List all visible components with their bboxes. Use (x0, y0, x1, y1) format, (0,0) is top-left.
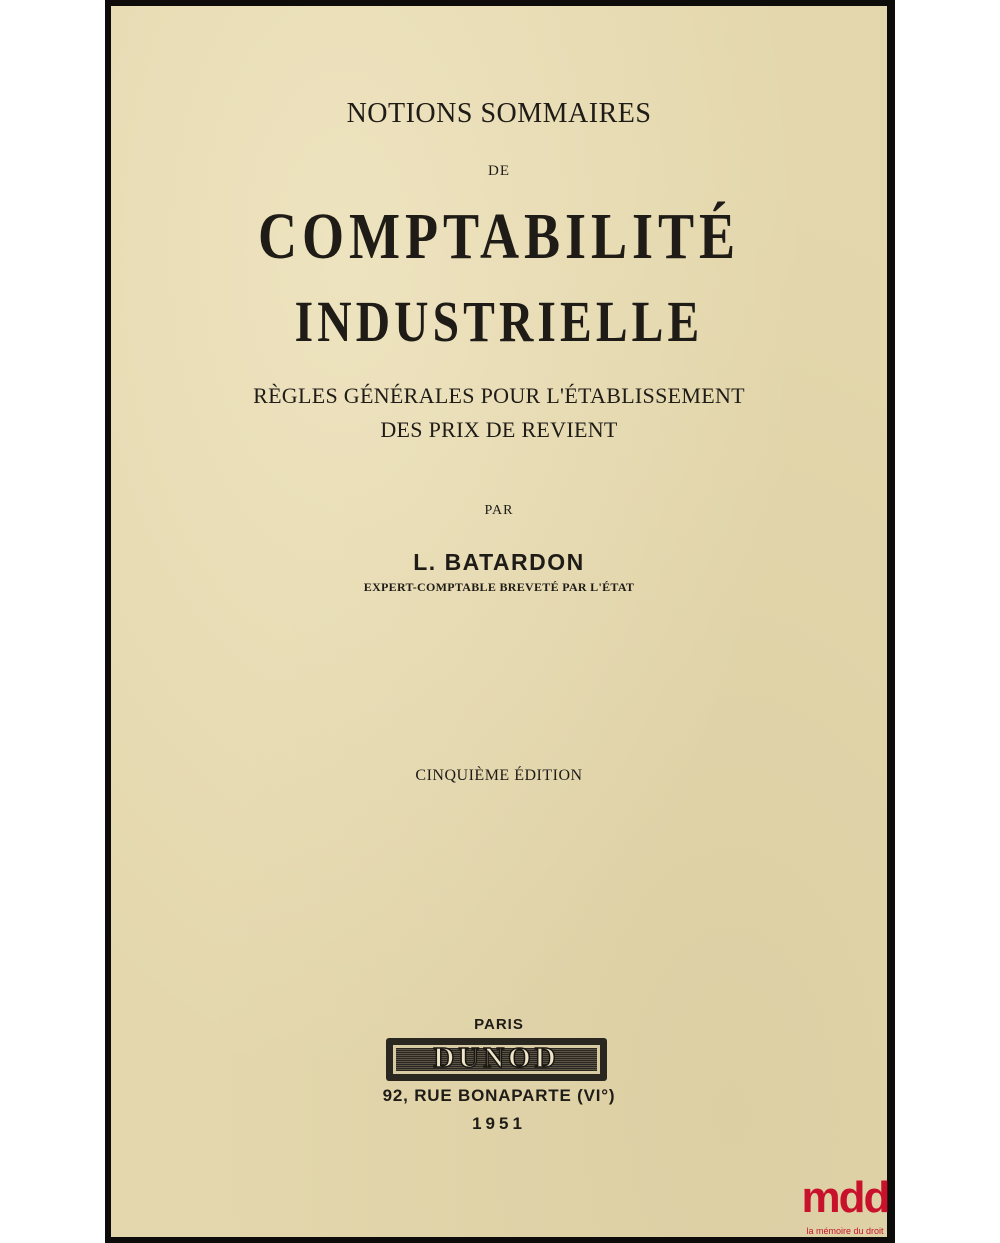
cover-author: L. BATARDON (413, 549, 585, 575)
cover-author-role: EXPERT-COMPTABLE BREVETÉ PAR L'ÉTAT (363, 580, 635, 594)
publisher-name: DUNOD (433, 1042, 560, 1074)
cover-heading: NOTIONS SOMMAIRES (346, 98, 652, 129)
cover-title-line1: COMPTABILITÉ (257, 200, 741, 273)
watermark-tagline: la mémoire du droit (806, 1226, 884, 1236)
cover-edition: CINQUIÈME ÉDITION (415, 767, 583, 784)
cover-title-line2: INDUSTRIELLE (294, 289, 704, 354)
cover-subtitle-line2: DES PRIX DE REVIENT (380, 417, 618, 442)
watermark-logo (797, 1170, 893, 1243)
cover-address: 92, RUE BONAPARTE (VI°) (382, 1086, 616, 1105)
cover-city: PARIS (474, 1016, 524, 1033)
cover-by: PAR (484, 503, 514, 518)
book-cover (111, 6, 887, 1237)
cover-subtitle-line1: RÈGLES GÉNÉRALES POUR L'ÉTABLISSEMENT (253, 383, 745, 408)
watermark-mark: mdd (801, 1173, 889, 1222)
cover-connector: DE (488, 163, 510, 179)
cover-year: 1951 (472, 1114, 526, 1133)
publisher-logo (386, 1038, 607, 1081)
